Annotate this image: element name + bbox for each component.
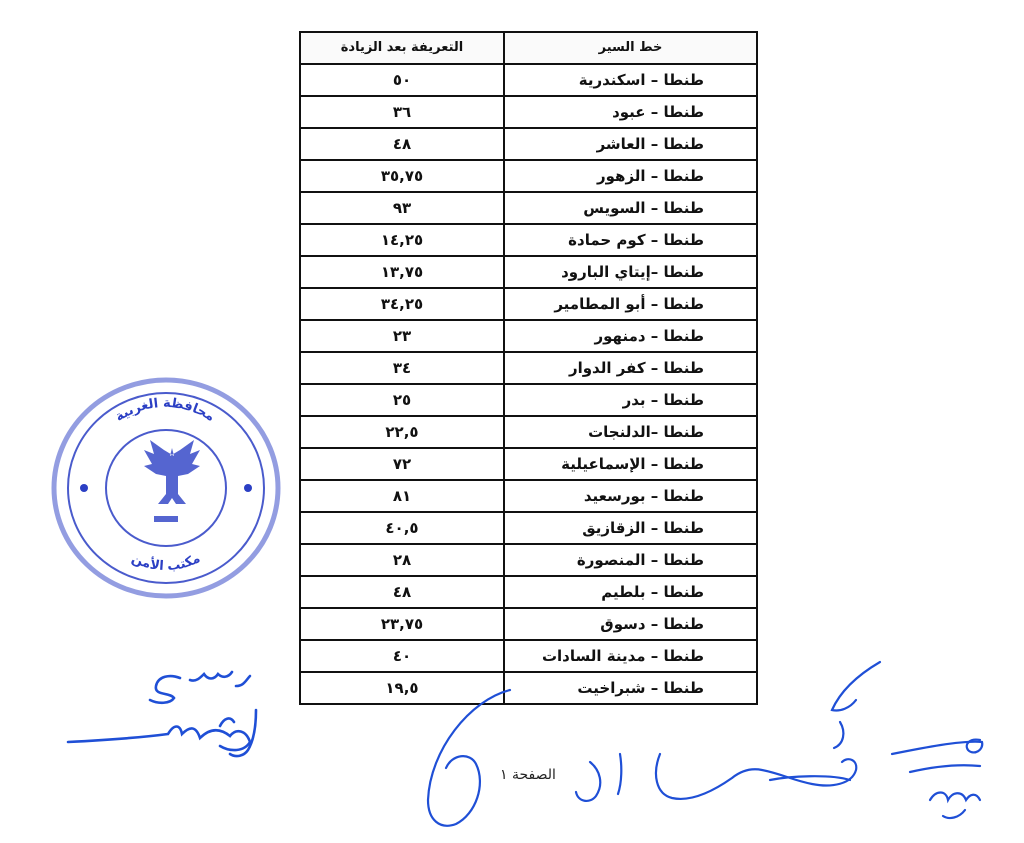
table-row <box>300 160 757 192</box>
fare-cell: ٢٢,٥ <box>300 416 504 448</box>
header-fare: التعريفة بعد الزيادة <box>300 32 504 64</box>
fare-cell: ٣٤ <box>300 352 504 384</box>
table-row <box>300 544 757 576</box>
table-row <box>300 192 757 224</box>
fare-cell: ٣٥,٧٥ <box>300 160 504 192</box>
table-row <box>300 128 757 160</box>
table-row <box>300 224 757 256</box>
table-row <box>300 416 757 448</box>
route-cell: طنطا – بورسعيد <box>504 480 757 512</box>
table-row <box>300 576 757 608</box>
table-row <box>300 288 757 320</box>
seal-top-text: محافظة الغربية <box>112 395 218 425</box>
table-row <box>300 256 757 288</box>
fare-cell: ٤٠,٥ <box>300 512 504 544</box>
table-row <box>300 512 757 544</box>
table-row <box>300 480 757 512</box>
route-cell: طنطا – كفر الدوار <box>504 352 757 384</box>
fare-cell: ٧٢ <box>300 448 504 480</box>
route-cell: طنطا – شبراخيت <box>504 672 757 704</box>
signature-left <box>60 650 300 770</box>
route-cell: طنطا – السويس <box>504 192 757 224</box>
table-header-row <box>300 32 757 64</box>
route-cell: طنطا – العاشر <box>504 128 757 160</box>
fare-cell: ٥٠ <box>300 64 504 96</box>
route-cell: طنطا – أبو المطامير <box>504 288 757 320</box>
table-row <box>300 384 757 416</box>
route-cell: طنطا – اسكندرية <box>504 64 757 96</box>
route-cell: طنطا – الزقازيق <box>504 512 757 544</box>
fare-cell: ١٩,٥ <box>300 672 504 704</box>
table-row <box>300 352 757 384</box>
fare-cell: ٢٥ <box>300 384 504 416</box>
signature-right <box>410 650 1010 843</box>
table-body <box>300 64 757 704</box>
route-cell: طنطا – دمنهور <box>504 320 757 352</box>
route-cell: طنطا – عبود <box>504 96 757 128</box>
fare-cell: ٢٣ <box>300 320 504 352</box>
table-row <box>300 96 757 128</box>
svg-text:مكتب الأمن <box>129 551 203 574</box>
route-cell: طنطا – الإسماعيلية <box>504 448 757 480</box>
route-cell: طنطا – مدينة السادات <box>504 640 757 672</box>
seal-bottom-text: مكتب الأمن <box>129 551 203 575</box>
fare-cell: ٢٣,٧٥ <box>300 608 504 640</box>
fare-cell: ٤٠ <box>300 640 504 672</box>
fare-cell: ٩٣ <box>300 192 504 224</box>
table-row <box>300 64 757 96</box>
fare-cell: ٣٤,٢٥ <box>300 288 504 320</box>
route-cell: طنطا – دسوق <box>504 608 757 640</box>
table-row <box>300 320 757 352</box>
route-cell: طنطا –إيتاي البارود <box>504 256 757 288</box>
fare-cell: ٤٨ <box>300 128 504 160</box>
fare-cell: ١٣,٧٥ <box>300 256 504 288</box>
fare-cell: ٣٦ <box>300 96 504 128</box>
fare-cell: ٤٨ <box>300 576 504 608</box>
route-cell: طنطا – كوم حمادة <box>504 224 757 256</box>
route-cell: طنطا –الدلنجات <box>504 416 757 448</box>
fare-cell: ٨١ <box>300 480 504 512</box>
table-row <box>300 448 757 480</box>
route-cell: طنطا – الزهور <box>504 160 757 192</box>
header-route: خط السير <box>504 32 757 64</box>
fare-cell: ١٤,٢٥ <box>300 224 504 256</box>
fare-cell: ٢٨ <box>300 544 504 576</box>
route-cell: طنطا – بدر <box>504 384 757 416</box>
eagle-seal-icon <box>46 370 286 605</box>
route-cell: طنطا – بلطيم <box>504 576 757 608</box>
page-number: الصفحة ١ <box>500 767 556 783</box>
table-row <box>300 608 757 640</box>
fare-table <box>299 31 758 705</box>
route-cell: طنطا – المنصورة <box>504 544 757 576</box>
